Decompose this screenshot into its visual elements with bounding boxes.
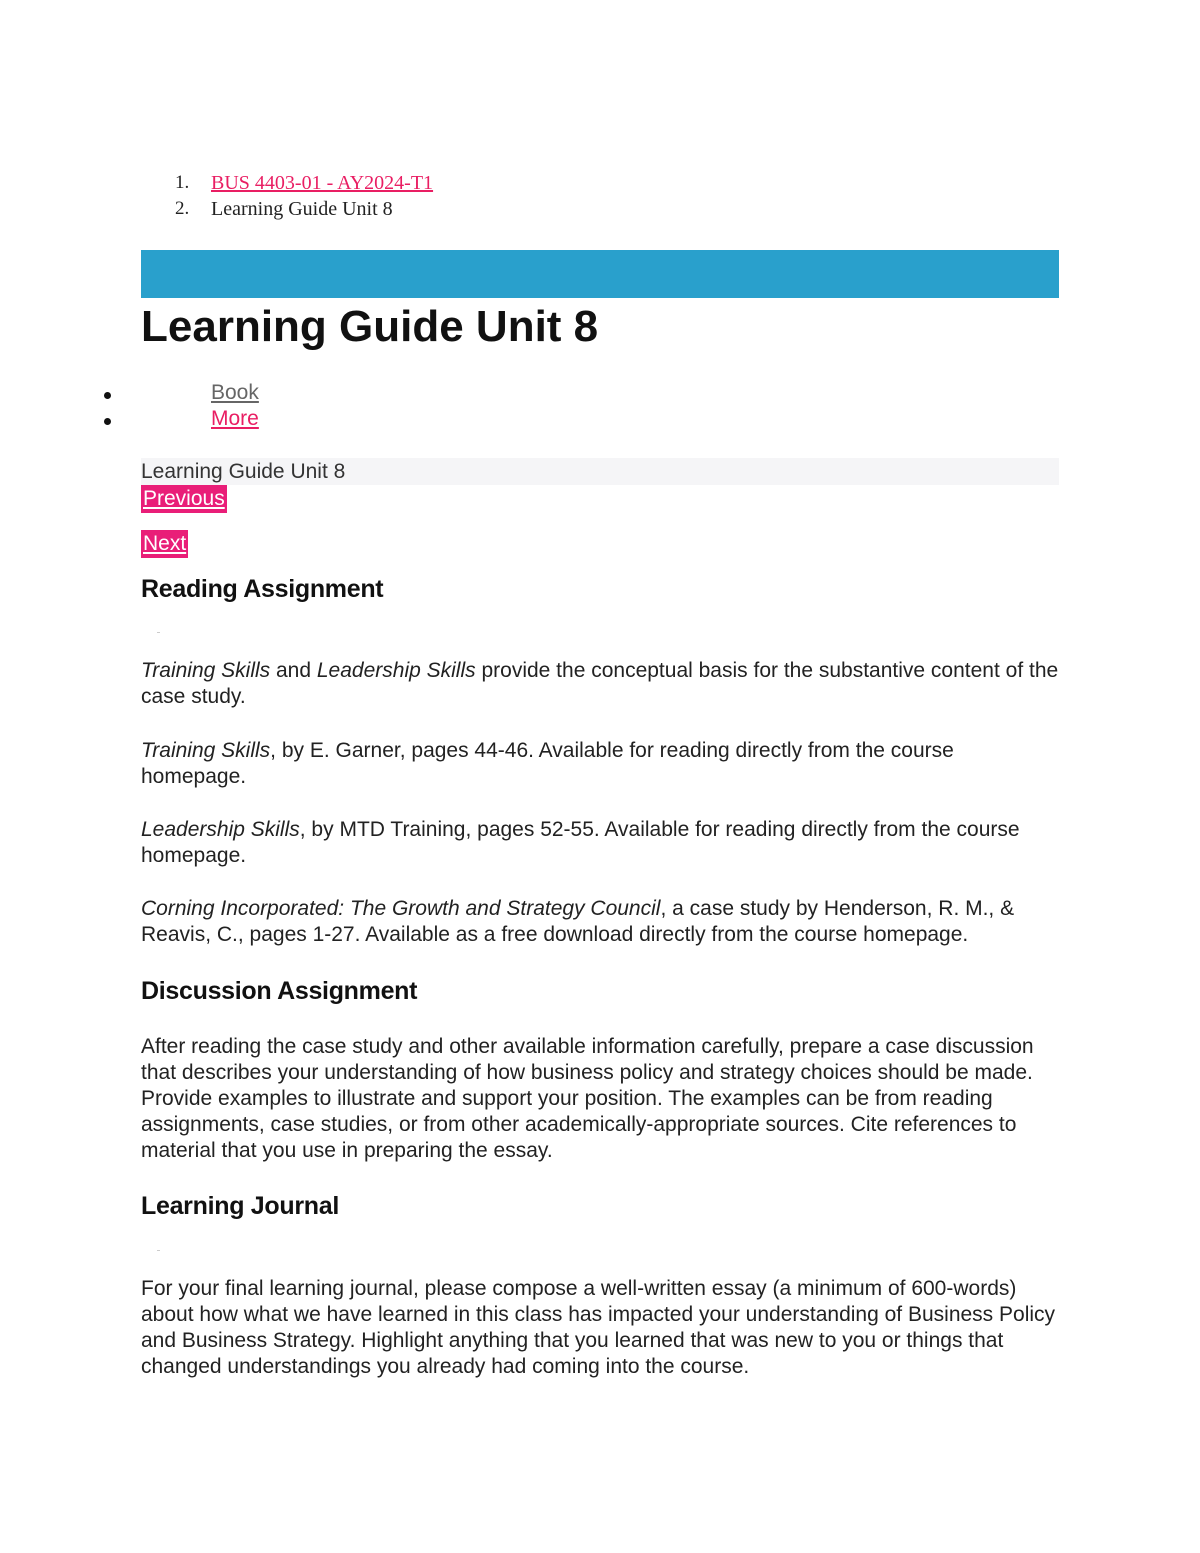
reading-item-2-text: , by MTD Training, pages 52-55. Available for reading directly from the course homepage. bbox=[141, 818, 1020, 867]
reading-intro-text: provide the conceptual basis for the substantive content of the case study. bbox=[141, 659, 1059, 708]
reading-intro-paragraph bbox=[141, 658, 1059, 710]
learning-journal-body: For your final learning journal, please compose a well-written essay (a minimum of 600-words) about how what we have learned in this class has impacted your understanding of Business Policy and Business Strategy. Highlight anything that you learned that was new to you or things that changed understandings you already had coming into the course. bbox=[141, 1277, 1056, 1378]
breadcrumb-number: 2. bbox=[175, 198, 190, 219]
breadcrumb-item-current bbox=[141, 196, 433, 222]
breadcrumb bbox=[141, 170, 433, 222]
breadcrumb-course-link[interactable]: BUS 4403-01 - AY2024-T1 bbox=[211, 172, 434, 194]
reading-intro-title-1: Training Skills bbox=[141, 659, 271, 682]
reading-item-3 bbox=[141, 896, 1059, 948]
tab-item-more bbox=[141, 406, 259, 432]
tab-list bbox=[141, 380, 259, 432]
reading-item-1 bbox=[141, 738, 1059, 790]
divider bbox=[157, 1250, 160, 1251]
discussion-body: After reading the case study and other available information carefully, prepare a case discussion that describes your understanding of how business policy and strategy choices should be made. Provide examples to illustrate and support your position. The examples can be from reading assignments, case studies, or from other academically-appropriate sources. Cite references to material that you use in preparing the essay. bbox=[141, 1035, 1034, 1162]
bullet-icon bbox=[104, 418, 111, 425]
tab-item-book bbox=[141, 380, 259, 406]
breadcrumb-current-label: Learning Guide Unit 8 bbox=[211, 198, 393, 220]
tab-more-link[interactable]: More bbox=[211, 407, 259, 430]
reading-item-2-title: Leadership Skills bbox=[141, 818, 300, 841]
tab-book-link[interactable]: Book bbox=[211, 381, 259, 404]
book-chapter-title: Learning Guide Unit 8 bbox=[141, 458, 1059, 485]
discussion-assignment-heading: Discussion Assignment bbox=[141, 977, 418, 1005]
previous-button[interactable]: Previous bbox=[141, 485, 227, 513]
breadcrumb-number: 1. bbox=[175, 172, 190, 193]
page-title: Learning Guide Unit 8 bbox=[141, 302, 599, 351]
reading-intro-title-2: Leadership Skills bbox=[316, 659, 476, 682]
bullet-icon bbox=[104, 392, 111, 399]
reading-item-1-text: , by E. Garner, pages 44-46. Available for reading directly from the course homepage. bbox=[141, 739, 954, 788]
reading-item-3-text: , a case study by Henderson, R. M., & Reavis, C., pages 1-27. Available as a free download directly from the course homepage. bbox=[141, 897, 1015, 946]
reading-item-1-title: Training Skills bbox=[141, 739, 271, 762]
header-banner bbox=[141, 250, 1059, 298]
divider bbox=[157, 632, 160, 633]
reading-assignment-heading: Reading Assignment bbox=[141, 575, 384, 603]
reading-item-2 bbox=[141, 817, 1059, 869]
reading-intro-and: and bbox=[270, 659, 317, 682]
reading-item-3-title: Corning Incorporated: The Growth and Strategy Council bbox=[141, 897, 661, 920]
breadcrumb-item-course bbox=[141, 170, 433, 196]
learning-journal-heading: Learning Journal bbox=[141, 1192, 340, 1220]
next-button[interactable]: Next bbox=[141, 530, 188, 558]
